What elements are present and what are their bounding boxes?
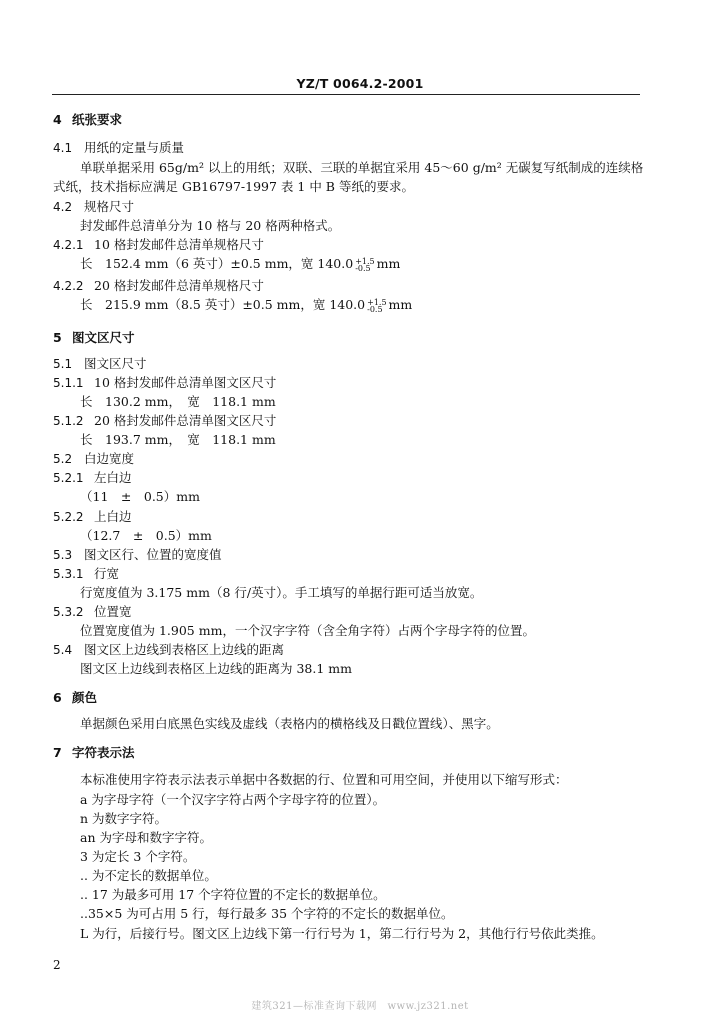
section-4-1-title: 用纸的定量与质量 [84, 140, 185, 155]
section-6-para: 单据颜色采用白底黑色实线及虚线（表格内的横格线及日戳位置线）、黑字。 [80, 716, 499, 731]
section-7-line-9: L 为行，后接行号。图文区上边线下第一行行号为 1，第二行行号为 2，其他行行号依此类推。 [80, 926, 604, 941]
section-5-2-1-number: 5.2.1 [53, 471, 84, 485]
tolerance-lower: -0.5 [367, 304, 383, 314]
section-7-line-2: a 为字母字符（一个汉字字符占两个字母字符的位置）。 [80, 792, 386, 807]
section-5-3-1-title: 行宽 [94, 566, 120, 581]
section-7-line-7: .. 17 为最多可用 17 个字符位置的不定长的数据单位。 [80, 887, 386, 902]
section-4-2-1-number: 4.2.1 [53, 238, 84, 252]
section-5-2-2-para: （12.7 ± 0.5）mm [80, 528, 212, 543]
section-4-2-number: 4.2 [53, 200, 73, 214]
section-7-number: 7 [53, 745, 62, 760]
section-5-2-number: 5.2 [53, 452, 73, 466]
section-5-4-title: 图文区上边线到表格区上边线的距离 [84, 642, 285, 657]
section-5-3-2-number: 5.3.2 [53, 605, 84, 619]
section-5-4-para: 图文区上边线到表格区上边线的距离为 38.1 mm [80, 661, 352, 676]
section-5-3-2-para: 位置宽度值为 1.905 mm，一个汉字字符（含全角字符）占两个字母字符的位置。 [80, 623, 535, 638]
dim-text: 长 215.9 mm（8.5 英寸）±0.5 mm，宽 140.0 [80, 297, 366, 312]
section-5-1-1-number: 5.1.1 [53, 376, 84, 390]
section-4-title: 纸张要求 [72, 112, 123, 127]
section-6-number: 6 [53, 690, 62, 705]
section-4-1-number: 4.1 [53, 141, 73, 155]
section-5-3-1-number: 5.3.1 [53, 567, 84, 581]
section-4-2-2-dimensions [80, 297, 412, 313]
section-5-1-2-number: 5.1.2 [53, 414, 84, 428]
section-7-line-5: 3 为定长 3 个字符。 [80, 849, 196, 864]
section-7-line-4: an 为字母和数字字符。 [80, 830, 212, 845]
section-6-title: 颜色 [72, 690, 98, 705]
dim-unit: mm [388, 297, 413, 312]
section-4-2-2-number: 4.2.2 [53, 279, 84, 293]
section-5-1-2-para: 长 193.7 mm， 宽 118.1 mm [80, 432, 276, 447]
section-5-1-1-para: 长 130.2 mm， 宽 118.1 mm [80, 394, 276, 409]
section-4-2-1-title: 10 格封发邮件总清单规格尺寸 [94, 237, 264, 252]
dim-unit: mm [376, 256, 401, 271]
section-5-2-2-title: 上白边 [94, 509, 132, 524]
section-5-1-title: 图文区尺寸 [84, 356, 147, 371]
section-5-2-1-para: （11 ± 0.5）mm [80, 489, 200, 504]
section-4-1-para-2: 式纸，技术指标应满足 GB16797-1997 表 1 中 B 等纸的要求。 [53, 179, 414, 194]
tolerance-upper: +1.5 [367, 297, 387, 307]
section-5-3-number: 5.3 [53, 548, 73, 562]
section-5-2-2-number: 5.2.2 [53, 510, 84, 524]
section-5-1-2-title: 20 格封发邮件总清单图文区尺寸 [94, 413, 277, 428]
header-rule [52, 94, 640, 95]
section-5-1-number: 5.1 [53, 357, 73, 371]
page-number: 2 [53, 958, 61, 972]
section-4-number: 4 [53, 112, 62, 127]
section-7-line-3: n 为数字字符。 [80, 811, 168, 826]
section-5-1-1-title: 10 格封发邮件总清单图文区尺寸 [94, 375, 277, 390]
section-4-2-title: 规格尺寸 [84, 199, 135, 214]
tolerance-upper: +1.5 [355, 256, 375, 266]
section-7-line-6: .. 为不定长的数据单位。 [80, 868, 217, 883]
section-4-2-para: 封发邮件总清单分为 10 格与 20 格两种格式。 [80, 218, 341, 233]
section-7-line-8: ..35×5 为可占用 5 行，每行最多 35 个字符的不定长的数据单位。 [80, 906, 454, 921]
section-5-3-2-title: 位置宽 [94, 604, 132, 619]
section-4-2-2-title: 20 格封发邮件总清单规格尺寸 [94, 278, 264, 293]
tolerance [355, 258, 374, 272]
section-7-line-1: 本标准使用字符表示法表示单据中各数据的行、位置和可用空间，并使用以下缩写形式： [80, 772, 568, 787]
section-5-3-1-para: 行宽度值为 3.175 mm（8 行/英寸）。手工填写的单据行距可适当放宽。 [80, 585, 483, 600]
section-5-2-1-title: 左白边 [94, 470, 132, 485]
section-4-2-1-dimensions [80, 256, 400, 272]
section-5-title: 图文区尺寸 [72, 330, 135, 345]
section-7-title: 字符表示法 [72, 745, 135, 760]
dim-text: 长 152.4 mm（6 英寸）±0.5 mm，宽 140.0 [80, 256, 354, 271]
tolerance [367, 299, 386, 313]
footer-watermark: 建筑321—标准查询下载网 www.jz321.net [251, 1001, 469, 1012]
section-4-1-para-1: 单联单据采用 65g/m² 以上的用纸；双联、三联的单据宜采用 45～60 g/m² 无碳复写纸制成的连续格 [80, 160, 644, 175]
section-5-2-title: 白边宽度 [84, 451, 135, 466]
section-5-number: 5 [53, 330, 62, 345]
standard-code: YZ/T 0064.2-2001 [296, 76, 424, 91]
tolerance-lower: -0.5 [355, 263, 371, 273]
section-5-3-title: 图文区行、位置的宽度值 [84, 547, 222, 562]
section-5-4-number: 5.4 [53, 643, 73, 657]
